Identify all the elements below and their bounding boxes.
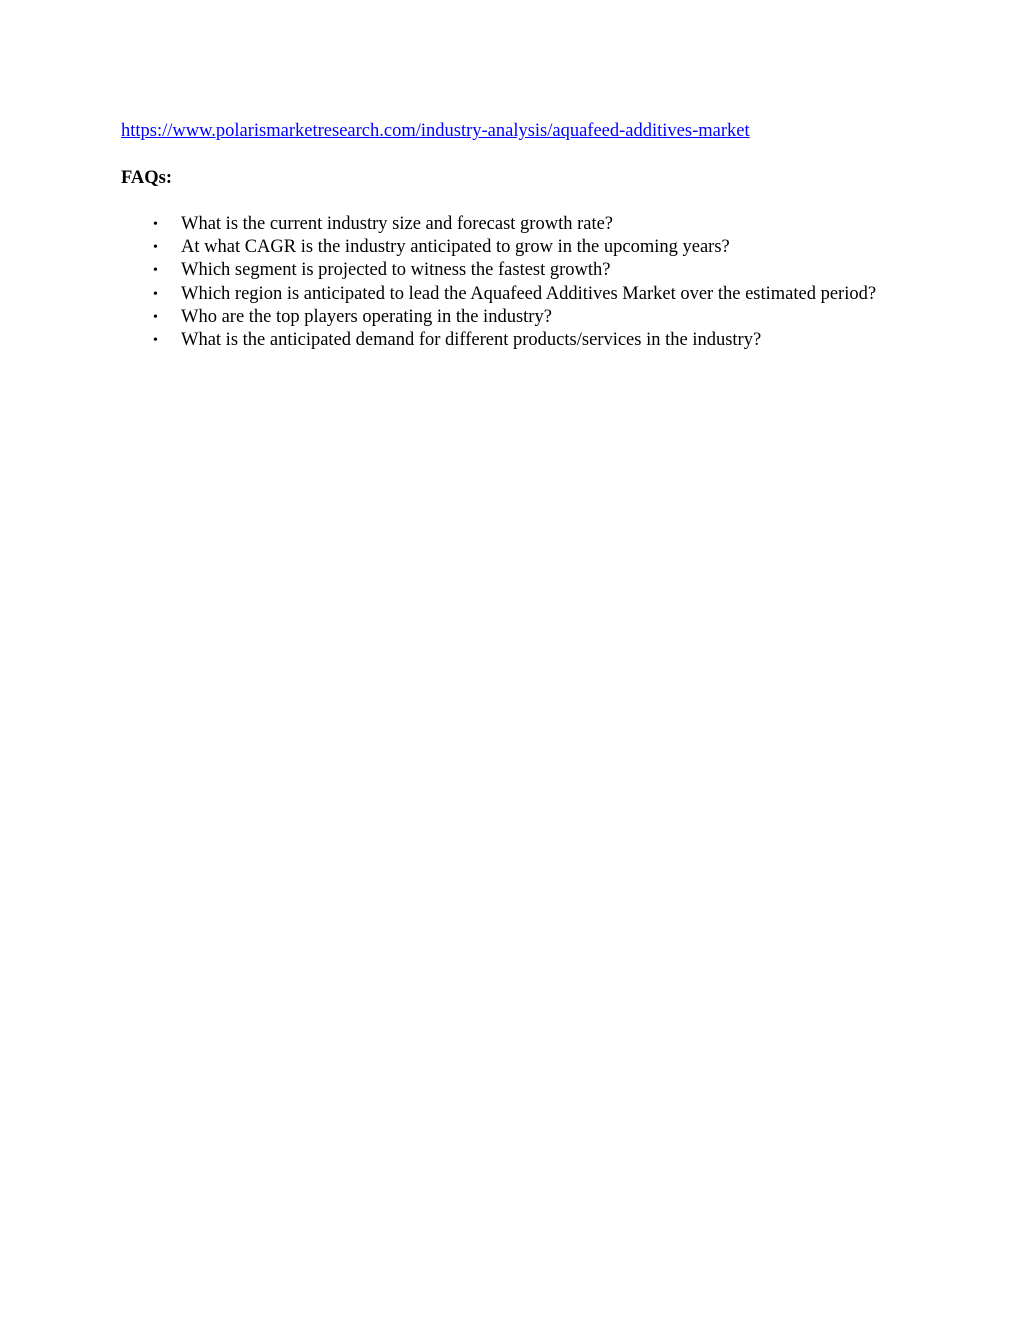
bullet-icon: • <box>153 217 158 232</box>
faq-item-fastest-segment <box>121 259 881 282</box>
faq-list <box>121 213 881 352</box>
faq-item-top-players <box>121 306 881 329</box>
source-url-link[interactable]: https://www.polarismarketresearch.com/industry-analysis/aquafeed-additives-market <box>121 121 750 141</box>
faq-item-text: What is the anticipated demand for different products/services in the industry? <box>181 330 762 351</box>
faq-item-text: Which region is anticipated to lead the Aquafeed Additives Market over the estimated period? <box>181 283 877 304</box>
faq-item-text: What is the current industry size and forecast growth rate? <box>181 214 614 234</box>
faq-item-text: Which segment is projected to witness the fastest growth? <box>181 260 611 281</box>
bullet-icon: • <box>153 263 158 279</box>
bullet-icon: • <box>153 333 158 349</box>
faq-heading: FAQs: <box>121 168 173 188</box>
faq-item-text: At what CAGR is the industry anticipated to grow in the upcoming years? <box>181 237 730 258</box>
faq-item-current-size <box>121 213 881 236</box>
bullet-icon: • <box>153 309 158 325</box>
bullet-icon: • <box>153 286 158 302</box>
faq-item-leading-region <box>121 283 881 306</box>
faq-item-text: Who are the top players operating in the industry? <box>181 306 552 327</box>
faq-item-demand <box>121 329 881 352</box>
bullet-icon: • <box>153 240 158 256</box>
faq-item-cagr <box>121 236 881 259</box>
